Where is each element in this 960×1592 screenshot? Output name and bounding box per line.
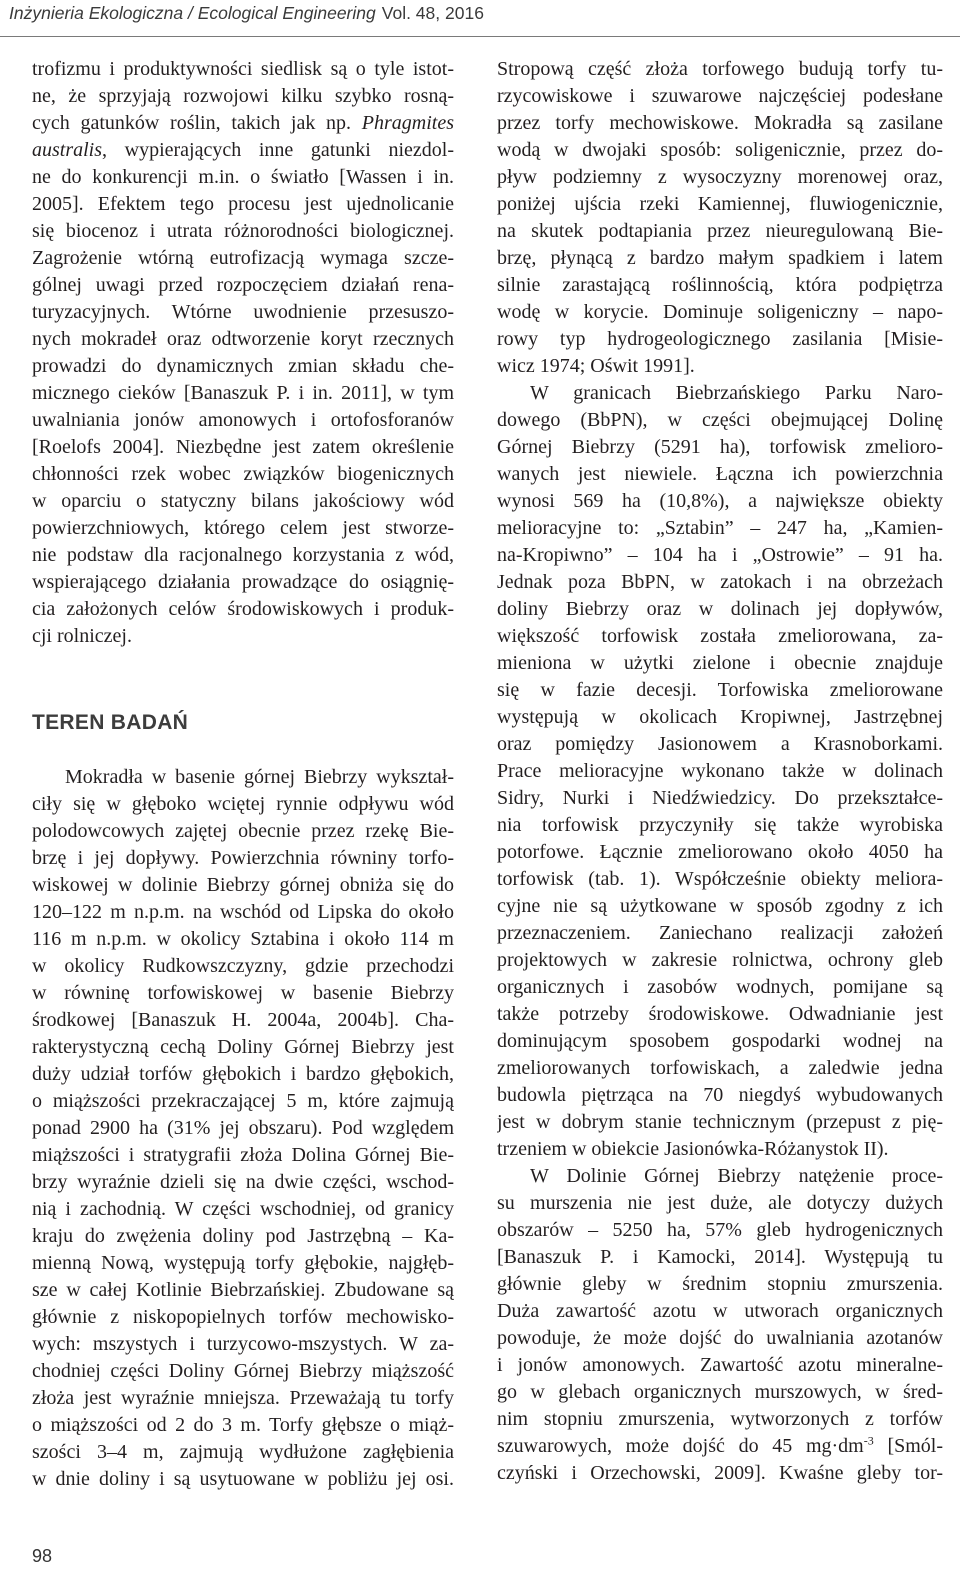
text-line: większość torfowisk została zmeliorowana, za-	[497, 625, 943, 647]
text-line: o miąższości od 2 do 3 m. Torfy głębsze o miąż-	[32, 1414, 454, 1436]
text-line: rowy typ hydrogeologicznego zasilania [Misie-	[497, 328, 943, 350]
text-line: czyński i Orzechowski, 2009]. Kwaśne gleby tor-	[497, 1462, 943, 1484]
text-line: wodą w dwojaki sposób: soligenicznie, przez do-	[497, 139, 943, 161]
right-column	[497, 56, 943, 1487]
text-line: torfowisk (tab. 1). Współcześnie obiekty meliora-	[497, 868, 943, 890]
text-line: Mokradła w basenie górnej Biebrzy wykształ-	[65, 766, 454, 788]
text-line: doliny Biebrzy oraz w dolinach jej dopływów,	[497, 598, 943, 620]
text-run: szuwarowych, może dojść do 45 mg·dm	[497, 1435, 864, 1457]
text-line	[32, 137, 454, 164]
text-line: wych: mszystych i turzycowo-mszystych. W za-	[32, 1333, 454, 1355]
text-line: nia torfowisk przyczyniły się także wyrobiska	[497, 814, 943, 836]
text-run: [Smól-	[873, 1435, 943, 1457]
text-line: [Banaszuk P. i Kamocki, 2014]. Występują tu	[497, 1246, 943, 1268]
text-line: dominującym sposobem gospodarki wodnej na	[497, 1030, 943, 1052]
text-run: , wypierających inne gatunki niezdol-	[102, 139, 454, 161]
text-line: szości 3–4 m, zajmują wydłużone zagłębienia	[32, 1441, 454, 1463]
text-line: W granicach Biebrzańskiego Parku Naro-	[530, 382, 943, 404]
text-line: polodowcowych zajętej obecnie przez rzekę Bie-	[32, 820, 454, 842]
text-line: nim stopniu zmurszenia, wytworzonych z torfów	[497, 1408, 943, 1430]
text-line: głównie z niskopopielnych torfów mechowisko-	[32, 1306, 454, 1328]
text-line: Jednak poza BbPN, w zatokach i na obrzeżach	[497, 571, 943, 593]
text-line: także potrzeby środowiskowe. Odwadnianie jest	[497, 1003, 943, 1025]
text-line: budowla piętrząca na 70 niegdyś wybudowanych	[497, 1084, 943, 1106]
text-line: i jonów amonowych. Zawartość azotu mineralne-	[497, 1354, 943, 1376]
text-line: wodę w korycie. Dominuje soligeniczny – napo-	[497, 301, 943, 323]
text-line: chłonności rzek wobec związków biogenicznych	[32, 463, 454, 485]
text-line: projektowych w zakresie rolnictwa, ochrony gleb	[497, 949, 943, 971]
text-line: turyzacyjnych. Wtórne uwodnienie przesuszo-	[32, 301, 454, 323]
text-line: nych mokradeł oraz odtworzenie koryt rzecznych	[32, 328, 454, 350]
text-line: o miąższości przekraczającej 5 m, które zajmują	[32, 1090, 454, 1112]
text-line: cyjne nie są użytkowane w sposób zgodny z ich	[497, 895, 943, 917]
text-line: pływ podziemny z wysoczyzny morenowej oraz,	[497, 166, 943, 188]
text-line: melioracyjne to: „Sztabin” – 247 ha, „Kamien-	[497, 517, 943, 539]
text-line: Prace melioracyjne wykonano także w dolinach	[497, 760, 943, 782]
text-line: uwalniania jonów amonowych i ortofosforanów	[32, 409, 454, 431]
text-line: chodniej części Doliny Górnej Biebrzy miąższość	[32, 1360, 454, 1382]
text-line: W Dolinie Górnej Biebrzy natężenie proce-	[530, 1165, 943, 1187]
text-line: silnie zarastającą roślinnością, która podpiętrza	[497, 274, 943, 296]
text-line: w dnie doliny i są usytuowane w pobliżu jej osi.	[32, 1468, 454, 1490]
text-line: brzy wyraźnie dzieli się na dwie części, wschod-	[32, 1171, 454, 1193]
text-line: powierzchniowych, którego celem jest stworze-	[32, 517, 454, 539]
text-line: ponad 2900 ha (31% jej obszaru). Pod względem	[32, 1117, 454, 1139]
left-column	[32, 56, 454, 1493]
text-line: mieniona w użytki zielone i obecnie znajduje	[497, 652, 943, 674]
text-line: ne do konkurencji m.in. o światło [Wassen i in.	[32, 166, 454, 188]
text-line: na-Kropiwno” – 104 ha i „Ostrowie” – 91 ha.	[497, 544, 943, 566]
text-line: 120–122 m n.p.m. na wschód od Lipska do około	[32, 901, 454, 923]
text-line: przeznaczeniem. Zaniechano realizacji założeń	[497, 922, 943, 944]
text-line: nie podstaw dla racjonalnego korzystania z wód,	[32, 544, 454, 566]
text-line: powoduje, że może dojść do uwalniania azotanów	[497, 1327, 943, 1349]
text-line: wspierającego działania prowadzące do osiągnię-	[32, 571, 454, 593]
superscript: -3	[863, 1433, 874, 1448]
text-line: brzę, płynącą z bardzo małym spadkiem i latem	[497, 247, 943, 269]
text-line: złoża jest wyraźnie mniejsza. Przeważają tu torfy	[32, 1387, 454, 1409]
paragraph	[32, 56, 454, 650]
text-line: kraju do zwężenia doliny pod Jastrzębną – Ka-	[32, 1225, 454, 1247]
running-header	[9, 0, 484, 26]
text-line	[32, 110, 454, 137]
text-line: ne, że sprzyjają rozwojowi kilku szybko rosną-	[32, 85, 454, 107]
text-line: micznego cieków [Banaszuk P. i in. 2011], w tym	[32, 382, 454, 404]
paragraph	[32, 764, 454, 1493]
paragraph	[497, 380, 943, 1163]
text-line: ciły się w głęboko wciętej rynnie odpływu wód	[32, 793, 454, 815]
section-heading: TEREN BADAŃ	[32, 711, 189, 734]
text-line: 116 m n.p.m. w okolicy Sztabina i około 114 m	[32, 928, 454, 950]
text-line: go w glebach organicznych murszowych, w śred-	[497, 1381, 943, 1403]
text-line: su murszenia nie jest duże, ale dotyczy dużych	[497, 1192, 943, 1214]
text-line: zmeliorowanych torfowiskach, a zaledwie jedna	[497, 1057, 943, 1079]
paragraph	[497, 56, 943, 380]
text-line: organicznych i zasobów wodnych, pomijane są	[497, 976, 943, 998]
text-line: wynosi 569 ha (10,8%), a największe obiekty	[497, 490, 943, 512]
text-line: obszarów – 5250 ha, 57% gleb hydrogenicznych	[497, 1219, 943, 1241]
text-line: wicz 1974; Oświt 1991].	[497, 355, 695, 377]
italic-text: Phragmites	[361, 112, 454, 134]
text-line: brzę i jej dopływy. Powierzchnia równiny torfo-	[32, 847, 454, 869]
text-line: rzycowiskowe i szuwarowe najczęściej podesłane	[497, 85, 943, 107]
text-line: duży udział torfów głębokich i bardzo głębokich,	[32, 1063, 454, 1085]
header-rule	[0, 36, 960, 37]
text-line: się biocenoz i utrata różnorodności biologicznej.	[32, 220, 454, 242]
text-line: cji rolniczej.	[32, 625, 132, 647]
text-line: Duża zawartość azotu w utworach organicznych	[497, 1300, 943, 1322]
text-line: poniżej ujścia rzeki Kamiennej, fluwiogenicznie,	[497, 193, 943, 215]
text-line: prowadzi do dynamicznych zmian składu che-	[32, 355, 454, 377]
text-line: Stropową część złoża torfowego budują torfy tu-	[497, 58, 943, 80]
text-line: głównie gleby w średnim stopniu zmurszenia.	[497, 1273, 943, 1295]
text-line: w równinę torfowiskowej w basenie Biebrzy	[32, 982, 454, 1004]
text-line: wanych jest niewiele. Łączna ich powierzchnia	[497, 463, 943, 485]
text-line: mienną Nową, występują torfy głębokie, najgłęb-	[32, 1252, 454, 1274]
text-line: w okolicy Rudkowszczyzny, gdzie przechodzi	[32, 955, 454, 977]
text-line: cia założonych celów środowiskowych i produk-	[32, 598, 454, 620]
text-line: [Roelofs 2004]. Niezbędne jest zatem określenie	[32, 436, 454, 458]
volume-info: Vol. 48, 2016	[381, 3, 484, 23]
text-line: oraz pomiędzy Jasionowem a Krasnoborkami.	[497, 733, 943, 755]
text-line: 2005]. Efektem tego procesu jest ujednolicanie	[32, 193, 454, 215]
page-number: 98	[32, 1546, 53, 1566]
text-line: wiskowej w dolinie Biebrzy górnej obniża się do	[32, 874, 454, 896]
text-line: potorfowe. Łącznie zmeliorowano około 4050 ha	[497, 841, 943, 863]
text-line: nią i zachodnią. W części wschodniej, od granicy	[32, 1198, 454, 1220]
text-line: się w fazie decesji. Torfowiska zmeliorowane	[497, 679, 943, 701]
italic-text: australis	[32, 139, 103, 161]
text-line: występują w okolicach Kropiwnej, Jastrzębnej	[497, 706, 943, 728]
text-line: trofizmu i produktywności siedlisk są o tyle istot-	[32, 58, 454, 80]
text-line: rakterystyczną cechą Doliny Górnej Biebrzy jest	[32, 1036, 454, 1058]
text-line: miąższości i stratygrafii złoża Dolina Górnej Bie-	[32, 1144, 454, 1166]
text-line: środkowej [Banaszuk H. 2004a, 2004b]. Cha-	[32, 1009, 454, 1031]
text-line: Sidry, Nurki i Niedźwiedzicy. Do przekształce-	[497, 787, 943, 809]
text-line: przez torfy mechowiskowe. Mokradła są zasilane	[497, 112, 943, 134]
text-line: w oparciu o statyczny bilans jakościowy wód	[32, 490, 454, 512]
text-line: na skutek podtapiania przez nieuregulowaną Bie-	[497, 220, 943, 242]
text-line: sze w całej Kotlinie Biebrzańskiej. Zbudowane są	[32, 1279, 454, 1301]
text-line: Zagrożenie wtórną eutrofizacją wymaga szcze-	[32, 247, 454, 269]
text-line: dowego (BbPN), w części obejmującej Dolinę	[497, 409, 943, 431]
text-line	[497, 1433, 943, 1460]
paragraph	[497, 1163, 943, 1487]
text-run: cych gatunków roślin, takich jak np.	[32, 112, 362, 134]
text-line: jest w dobrym stanie technicznym (przepust z pię-	[497, 1111, 943, 1133]
text-line: Górnej Biebrzy (5291 ha), torfowisk zmelioro-	[497, 436, 943, 458]
text-line: trzeniem w obiekcie Jasionówka-Różanystok II).	[497, 1138, 889, 1160]
journal-title: Inżynieria Ekologiczna / Ecological Engineering	[9, 3, 376, 23]
text-line: gólnej uwagi przed rozpoczęciem działań rena-	[32, 274, 454, 296]
